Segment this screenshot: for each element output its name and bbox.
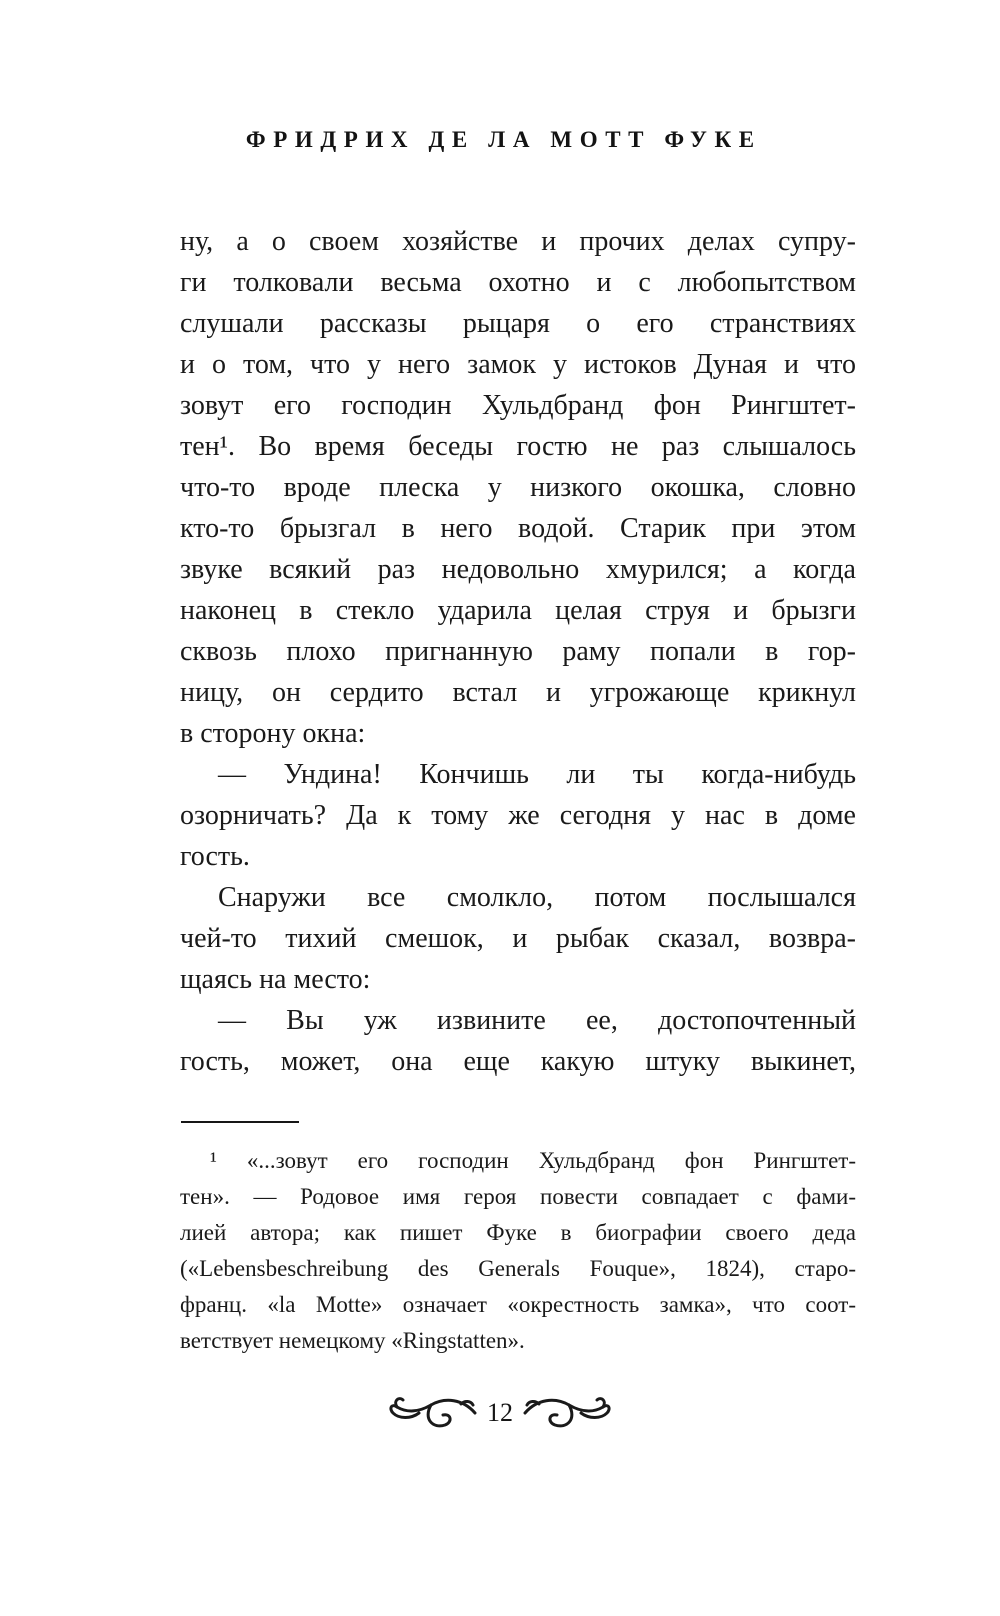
flourish-left-icon bbox=[381, 1392, 477, 1434]
footnote-rule bbox=[181, 1121, 299, 1123]
footnote-line: тен». — Родовое имя героя повести совпадает с фами- bbox=[180, 1184, 856, 1209]
text-line: гость, может, она еще какую штуку выкинет, bbox=[180, 1046, 856, 1077]
text-line: — Ундина! Кончишь ли ты когда-нибудь bbox=[218, 759, 856, 790]
footnote-line: ветствует немецкому «Ringstatten». bbox=[180, 1328, 525, 1353]
text-line: чей-то тихий смешок, и рыбак сказал, возвра- bbox=[180, 923, 856, 954]
flourish-right-icon bbox=[523, 1392, 619, 1434]
text-line: и о том, что у него замок у истоков Дуная и что bbox=[180, 349, 856, 380]
text-line: озорничать? Да к тому же сегодня у нас в доме bbox=[180, 800, 856, 831]
text-line: гость. bbox=[180, 841, 250, 872]
text-line: в сторону окна: bbox=[180, 718, 366, 749]
footnote-line: франц. «la Motte» означает «окрестность замка», что соот- bbox=[180, 1292, 856, 1317]
text-line: ги толковали весьма охотно и с любопытством bbox=[180, 267, 856, 298]
text-line: ну, а о своем хозяйстве и прочих делах супру- bbox=[180, 226, 856, 257]
text-line: что-то вроде плеска у низкого окошка, словно bbox=[180, 472, 856, 503]
text-line: тен¹. Во время беседы гостю не раз слышалось bbox=[180, 431, 856, 462]
text-line: Снаружи все смолкло, потом послышался bbox=[218, 882, 856, 913]
text-line: ницу, он сердито встал и угрожающе крикнул bbox=[180, 677, 856, 708]
text-line: звуке всякий раз недовольно хмурился; а когда bbox=[180, 554, 856, 585]
text-line: сквозь плохо пригнанную раму попали в гор- bbox=[180, 636, 856, 667]
text-line: — Вы уж извините ее, достопочтенный bbox=[218, 1005, 856, 1036]
page-number: 12 bbox=[487, 1398, 513, 1427]
page-footer bbox=[0, 1392, 1000, 1434]
footnote-line: ¹ «...зовут его господин Хульдбранд фон Рингштет- bbox=[210, 1148, 856, 1173]
footnote-line: («Lebensbeschreibung des Generals Fouque», 1824), старо- bbox=[180, 1256, 856, 1281]
footnote-line: лией автора; как пишет Фуке в биографии своего деда bbox=[180, 1220, 856, 1245]
text-line: зовут его господин Хульдбранд фон Рингштет- bbox=[180, 390, 856, 421]
text-line: щаясь на место: bbox=[180, 964, 371, 995]
body-text bbox=[180, 221, 856, 1082]
footnote bbox=[180, 1143, 856, 1359]
text-line: слушали рассказы рыцаря о его странствиях bbox=[180, 308, 856, 339]
running-head: ФРИДРИХ ДЕ ЛА МОТТ ФУКЕ bbox=[245, 127, 762, 152]
text-line: наконец в стекло ударила целая струя и брызги bbox=[180, 595, 856, 626]
text-line: кто-то брызгал в него водой. Старик при этом bbox=[180, 513, 856, 544]
